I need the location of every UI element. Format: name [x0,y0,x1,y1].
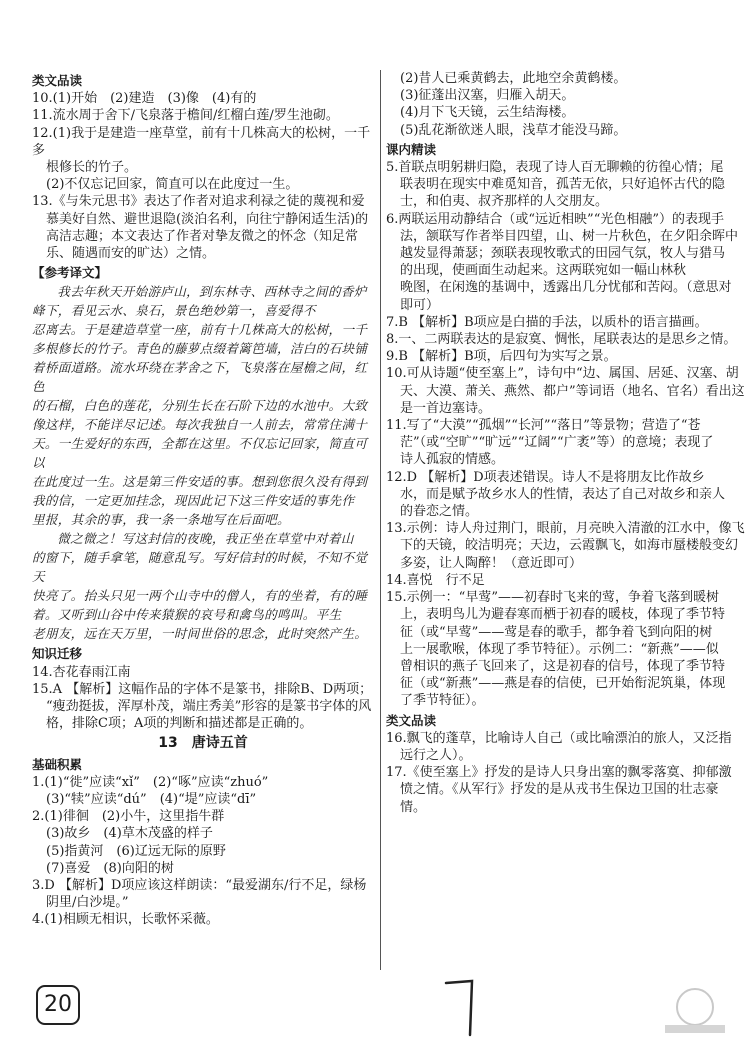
answer-line: 15.A 【解析】这幅作品的字体不是篆书，排除B、D两项； [32,681,373,697]
section-heading: 类文品读 [386,712,437,728]
answer-line: 10.可从诗题“使至塞上”，诗句中“边、属国、居延、汉塞、胡 [386,366,739,382]
answer-line: 阴里/白沙堤。” [46,895,129,911]
answer-line: 士，和伯夷、叔齐那样的人交朋友。 [400,194,609,210]
answer-line: (3)故乡 (4)草木茂盛的样子 [46,826,213,842]
reference-translation-heading: 【参考译文】 [32,265,108,281]
answer-line: 8.一、二两联表达的是寂寞、惆怅，尾联表达的是思乡之情。 [386,332,737,348]
translation-line: 的窗下，随手拿笔，随意乱写。写好信封的时候，不知不觉天 [32,550,368,585]
translation-line: 的石榴，白色的莲花，分别生长在石阶下边的水池中。大致 [32,398,368,414]
answer-line: 格，排除C项；A项的判断和描述都是正确的。 [46,716,313,732]
section-heading: 知识迁移 [32,646,83,662]
handwritten-mark [440,975,480,1049]
answer-line: 多姿，让人陶醉！（意近即可） [400,555,583,571]
answer-line: 11.写了“大漠”“孤烟”“长河”“落日”等景物；营造了“苍 [386,418,701,434]
answer-line: (5)指黄河 (6)辽远无际的原野 [46,843,226,859]
translation-line: 着桥面道路。流水环绕在茅舍之下，飞泉落在屋檐之间，红色 [32,360,368,395]
answer-line: 是一首边塞诗。 [400,400,492,416]
translation-line: 老朋友，远在天万里，一时间世俗的思念，此时突然产生。 [32,626,368,642]
answer-line: 诗人孤寂的情感。 [400,452,505,468]
answer-line: 5.首联点明躬耕归隐，表现了诗人百无聊赖的彷徨心情；尾 [386,160,724,176]
answer-line: 9.B 【解析】B项，后四句为实写之景。 [386,349,617,365]
answer-line: 7.B 【解析】B项应是白描的手法，以质朴的语言描画。 [386,314,708,330]
answer-line: 曾相识的燕子飞回来了，这是初春的信号，体现了季节特 [400,658,726,674]
answer-line: 远行之人）。 [400,747,472,763]
answer-line: 4.(1)相顾无相识，长歌怀采薇。 [32,912,219,928]
answer-line: 上一展歌喉，体现了季节特征）。示例二：“新燕”——似 [400,641,719,657]
handwritten-seven-icon [440,975,480,1045]
answer-line: 法，颔联写作者举目四望，山、树一片秋色，在夕阳余晖中 [400,228,739,244]
answer-line: 16.飘飞的蓬草，比喻诗人自己（或比喻漂泊的旅人，又泛指 [386,730,732,746]
answer-line: 的眷恋之情。 [400,504,479,520]
translation-line: 里报，其余的事，我一条一条地写在后面吧。 [32,512,290,528]
section-heading: 类文品读 [32,73,83,88]
left-column [32,70,374,929]
translation-line: 我去年秋天开始游庐山，到东林寺、西林寺之间的香炉 [57,284,367,300]
answer-line: 天、大漠、萧关、燕然、都户”等词语（地名、官名）看出这 [400,383,745,399]
page-number: 20 [36,985,80,1025]
translation-line: 天。一生爱好的东西，全都在这里。不仅忘记回家，简直可以 [32,436,368,471]
answer-line: (7)喜爱 (8)向阳的树 [46,860,174,876]
answer-line: 晚图，在闲逸的基调中，透露出几分忧郁和苦闷。（意思对 [400,280,732,296]
right-column [386,70,746,816]
column-divider [380,70,381,970]
answer-line: 11.流水周于舍下/飞泉落于檐间/红榴白莲/罗生池砌。 [32,108,339,124]
answer-line: 情。 [400,799,427,815]
answer-line: 12.D 【解析】D项表述错误。诗人不是将朋友比作故乡 [386,469,705,485]
answer-line: 下的天镜，皎洁明亮；天边，云霞飘飞，如海市蜃楼般变幻 [400,538,739,554]
translation-line: 微之微之！写这封信的夜晚，我正坐在草堂中对着山 [57,531,354,547]
answer-line: (3)“犊”应读“dú” (4)“堤”应读“dī” [46,792,257,808]
answer-line: 1.(1)“徙”应读“xǐ” (2)“啄”应读“zhuó” [32,774,269,790]
translation-line: 在此度过一生。这是第三件安适的事。想到您很久没有得到 [32,474,368,490]
section-heading: 课内精读 [386,141,437,157]
answer-line: 13.示例：诗人舟过荆门，眼前，月亮映入清澈的江水中，像飞 [386,521,745,537]
answer-line: 上，表明鸟儿为避春寒而栖于初春的暖枝，体现了季节特 [400,607,726,623]
translation-line: 峰下，看见云水、泉石，景色绝妙第一，喜爱得不 [32,303,316,319]
answer-line: 乐、随遇而安的旷达）之情。 [46,246,216,262]
answer-line: 6.两联运用动静结合（或“远近相映”“光色相融”）的表现手 [386,211,724,227]
translation-line: 忍离去。于是建造草堂一座，前有十几株高大的松树，一千 [32,322,368,338]
answer-line: 慕美好自然、避世退隐(淡泊名利，向往宁静闲适生活)的 [46,211,369,227]
answer-line: 12.(1)我于是建造一座草堂，前有十几株高大的松树，一千多 [32,125,371,158]
answer-line: 17.《使至塞上》抒发的是诗人只身出塞的飘零落寞、抑郁激 [386,765,732,781]
answer-line: 根修长的竹子。 [46,160,138,176]
answer-line: 即可） [400,297,440,313]
answer-line: 15.示例一：“早莺”——初春时飞来的莺，争着飞落到暖树 [386,590,719,606]
section-heading: 基础积累 [32,756,83,772]
answer-line: 14.杏花春雨江南 [32,664,131,680]
answer-line: 越发显得萧瑟；颈联表现牧歌式的田园气氛，牧人与猎马 [400,246,726,262]
answer-line: 征（或“早莺”——莺是春的歌手，都争着飞到向阳的树 [400,624,713,640]
answer-line: 3.D 【解析】D项应该这样朗读：“最爱湖东/行不足，绿杨 [32,878,367,894]
answer-line: 征（或“新燕”——燕是春的信使，已开始衔泥筑巢，体现 [400,676,726,692]
answer-line: (3)征蓬出汉塞，归雁入胡天。 [400,88,575,104]
translation-line: 像这样，不能详尽记述。每次我独自一人前去，常常住满十 [32,417,368,433]
translation-line: 多根修长的竹子。青色的藤萝点缀着篱笆墙，洁白的石块铺 [32,341,368,357]
answer-line: (2)昔人已乘黄鹤去，此地空余黄鹤楼。 [400,71,627,86]
answer-line: “瘦劲挺拔，浑厚朴茂，端庄秀美”形容的是篆书字体的风 [46,699,372,715]
answer-line: 14.喜悦 行不足 [386,572,485,588]
answer-line: 2.(1)徘徊 (2)小牛，这里指牛群 [32,809,225,825]
answer-line: 13.《与朱元思书》表达了作者对追求利禄之徒的蔑视和爱 [32,194,365,210]
translation-line: 我的信，一定更加挂念，现因此记下这三件安适的事先作 [32,493,355,509]
answer-line: 了季节特征）。 [400,693,485,709]
translation-line: 快亮了。抬头只见一两个山寺中的僧人，有的坐着，有的睡 [32,588,368,604]
answer-line: 高洁志趣；本文表达了作者对挚友微之的怀念（知足常 [46,228,359,244]
answer-line: 水，而是赋予故乡水人的性情，表达了自己对故乡和亲人 [400,486,726,502]
answer-line: 茫”（或“空旷”“旷远”“辽阔”“广袤”等）的意境；表现了 [400,435,714,451]
answer-line: (4)月下飞天镜，云生结海楼。 [400,105,575,121]
chapter-title: 13 唐诗五首 [158,735,248,752]
answer-line: 愤之情。《从军行》抒发的是从戎书生保边卫国的壮志豪 [400,782,719,798]
answer-line: 10.(1)开始 (2)建造 (3)像 (4)有的 [32,91,257,107]
watermark-stamp [655,985,735,1035]
translation-line: 着。又听到山谷中传来猿猴的哀号和禽鸟的鸣叫。平生 [32,607,342,623]
answer-line: 的出现，使画面生动起来。这两联宛如一幅山林秋 [400,263,687,279]
answer-line: 联表明在现实中难觅知音，孤苦无依，只好追怀古代的隐 [400,177,726,193]
watermark-icon [655,985,735,1035]
answer-line: (2)不仅忘记回家，简直可以在此度过一生。 [46,177,299,193]
answer-line: (5)乱花渐欲迷人眼，浅草才能没马蹄。 [400,122,627,138]
